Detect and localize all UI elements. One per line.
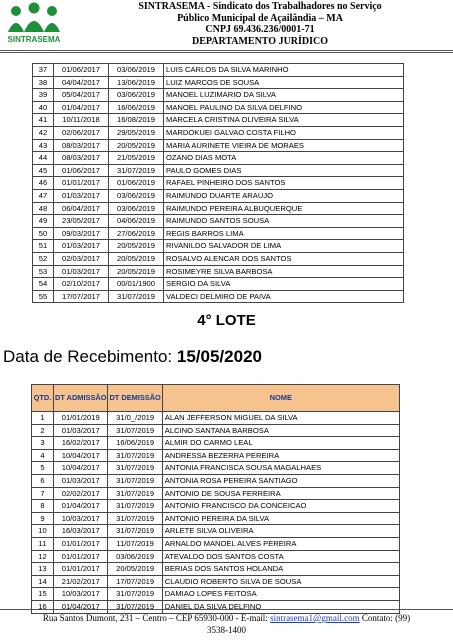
admission-date: 10/03/2017 (54, 588, 108, 601)
receipt-label: Data de Recebimento: (3, 347, 177, 366)
table-row (33, 215, 404, 228)
dismissal-date: 03/06/2019 (108, 550, 162, 563)
employee-name: ALCINO SANTANA BARBOSA (162, 424, 399, 437)
row-number: 42 (33, 126, 54, 139)
table-row (33, 114, 404, 127)
logo-text: SINTRASEMA (7, 35, 61, 44)
admission-date: 01/01/2019 (54, 412, 108, 425)
dismissal-date: 17/07/2019 (108, 575, 162, 588)
row-number: 40 (33, 101, 54, 114)
lot-title: 4° LOTE (197, 312, 256, 329)
col-qtd: QTD. (32, 385, 54, 412)
row-number: 3 (32, 437, 54, 450)
employee-name: MARIA AURINETE VIEIRA DE MORAES (164, 139, 404, 152)
admission-date: 01/04/2017 (54, 101, 109, 114)
dismissal-date: 31/07/2019 (108, 588, 162, 601)
employee-name: DANIEL DA SILVA DELFINO (162, 600, 399, 613)
admission-date: 08/03/2017 (54, 139, 109, 152)
row-number: 7 (32, 487, 54, 500)
admission-date: 01/03/2017 (54, 424, 108, 437)
admission-date: 02/03/2017 (54, 252, 109, 265)
dismissal-date: 31/07/2019 (108, 474, 162, 487)
table-row (32, 424, 400, 437)
dismissal-date: 16/06/2019 (109, 101, 164, 114)
dismissal-date: 03/06/2019 (109, 202, 164, 215)
employee-name: RIVANILDO SALVADOR DE LIMA (164, 240, 404, 253)
dismissal-date: 31/07/2019 (108, 525, 162, 538)
footer-address (0, 612, 453, 624)
admission-date: 16/02/2017 (54, 437, 108, 450)
table-row (32, 462, 400, 475)
admission-date: 01/06/2017 (54, 164, 109, 177)
admission-date: 10/04/2017 (54, 449, 108, 462)
footer-divider (0, 609, 453, 610)
admission-date: 04/04/2017 (54, 76, 109, 89)
employee-name: ANTONIO DE SOUSA FERREIRA (162, 487, 399, 500)
employee-name: ANTONIA ROSA PEREIRA SANTIAGO (162, 474, 399, 487)
dismissal-date: 31/07/2019 (108, 424, 162, 437)
col-demissao: DT DEMISSÃO (108, 385, 162, 412)
row-number: 10 (32, 525, 54, 538)
admission-date: 01/04/2017 (54, 500, 108, 513)
row-number: 8 (32, 500, 54, 513)
admission-date: 01/03/2017 (54, 240, 109, 253)
table-row (33, 89, 404, 102)
employee-name: MARDOKUEI GALVAO COSTA FILHO (164, 126, 404, 139)
admission-date: 02/06/2017 (54, 126, 109, 139)
admission-date: 01/01/2017 (54, 550, 108, 563)
table-row (33, 227, 404, 240)
dismissal-date: 03/06/2019 (109, 89, 164, 102)
table-row (33, 202, 404, 215)
dismissal-date: 31/0_/2019 (108, 412, 162, 425)
employee-name: REGIS BARROS LIMA (164, 227, 404, 240)
admission-date: 10/04/2017 (54, 462, 108, 475)
admission-date: 01/03/2017 (54, 189, 109, 202)
dismissal-date: 31/07/2019 (108, 600, 162, 613)
row-number: 2 (32, 424, 54, 437)
admission-date: 02/02/2017 (54, 487, 108, 500)
table-row (33, 152, 404, 165)
dismissal-date: 29/05/2019 (109, 126, 164, 139)
admission-date: 10/11/2018 (54, 114, 109, 127)
employee-name: ANTONIO PEREIRA DA SILVA (162, 512, 399, 525)
admission-date: 01/03/2017 (54, 474, 108, 487)
row-number: 39 (33, 89, 54, 102)
table-row (33, 278, 404, 291)
dismissal-date: 31/07/2019 (108, 462, 162, 475)
table-row (33, 64, 404, 77)
row-number: 15 (32, 588, 54, 601)
employee-name: ALMIR DO CARMO LEAL (162, 437, 399, 450)
table-header-row (32, 385, 400, 412)
dismissal-date: 31/07/2019 (109, 164, 164, 177)
employee-name: MANOEL LUZIMARIO DA SILVA (164, 89, 404, 102)
org-city: Público Municipal de Açailândia – MA (177, 12, 343, 24)
table-row (32, 474, 400, 487)
admission-date: 01/01/2017 (54, 537, 108, 550)
table-row (32, 537, 400, 550)
employee-name: OZANO DIAS MOTA (164, 152, 404, 165)
letterhead (0, 0, 453, 55)
employee-name: DAMIAO LOPES FEITOSA (162, 588, 399, 601)
dismissal-date: 31/07/2019 (108, 512, 162, 525)
table-row (32, 525, 400, 538)
footer-contact-text: Contato: (99) (359, 613, 411, 623)
admission-date: 21/02/2017 (54, 575, 108, 588)
admission-date: 08/03/2017 (54, 152, 109, 165)
employee-name: ANTONIO FRANCISCO DA CONCEICAO (162, 500, 399, 513)
admission-date: 17/07/2017 (54, 290, 109, 303)
employee-name: ATEVALDO DOS SANTOS COSTA (162, 550, 399, 563)
admission-date: 06/04/2017 (54, 202, 109, 215)
row-number: 52 (33, 252, 54, 265)
employee-name: MARCELA CRISTINA OLIVEIRA SILVA (164, 114, 404, 127)
dismissal-date: 20/05/2019 (109, 265, 164, 278)
employee-name: LUIS CARLOS DA SILVA MARINHO (164, 64, 404, 77)
table-row (32, 550, 400, 563)
table-row (33, 139, 404, 152)
col-nome: NOME (162, 385, 399, 412)
row-number: 55 (33, 290, 54, 303)
header-divider-2 (0, 52, 453, 53)
dismissal-date: 31/07/2019 (108, 487, 162, 500)
dismissal-date: 20/05/2019 (108, 563, 162, 576)
org-name: SINTRASEMA - Sindicato dos Trabalhadores no Serviço (138, 1, 382, 12)
dismissal-date: 20/05/2019 (109, 252, 164, 265)
admission-date: 02/10/2017 (54, 278, 109, 291)
employee-name: ROSIMEYRE SILVA BARBOSA (164, 265, 404, 278)
row-number: 51 (33, 240, 54, 253)
dismissal-date: 04/06/2019 (109, 215, 164, 228)
table-row (32, 412, 400, 425)
footer-phone: 3538-1400 (207, 625, 246, 635)
row-number: 5 (32, 462, 54, 475)
row-number: 48 (33, 202, 54, 215)
row-number: 44 (33, 152, 54, 165)
footer-address-text: Rua Santos Dumont, 231 – Centro – CEP 65930-000 - E-mail: (42, 613, 271, 623)
employee-name: ARNALDO MANOEL ALVES PEREIRA (162, 537, 399, 550)
table-row (33, 126, 404, 139)
employee-name: ARLETE SILVA OLIVEIRA (162, 525, 399, 538)
admission-date: 01/04/2017 (54, 600, 108, 613)
dismissal-date: 16/08/2019 (109, 114, 164, 127)
sintrasema-logo (4, 2, 64, 46)
table-row (32, 575, 400, 588)
table-row (33, 290, 404, 303)
row-number: 53 (33, 265, 54, 278)
dismissal-date: 31/07/2019 (108, 449, 162, 462)
dismissal-date: 27/06/2019 (109, 227, 164, 240)
employee-table-lot4 (31, 384, 400, 614)
org-department: DEPARTAMENTO JURÍDICO (191, 35, 329, 47)
dismissal-date: 20/05/2019 (109, 240, 164, 253)
row-number: 4 (32, 449, 54, 462)
row-number: 37 (33, 64, 54, 77)
admission-date: 01/01/2017 (54, 563, 108, 576)
footer (0, 612, 453, 636)
row-number: 9 (32, 512, 54, 525)
row-number: 11 (32, 537, 54, 550)
table-row (32, 588, 400, 601)
employee-name: VALDECI DELMIRO DE PAIVA (164, 290, 404, 303)
employee-name: ANTONIA FRANCISCA SOUSA MAGALHAES (162, 462, 399, 475)
table-row (33, 164, 404, 177)
dismissal-date: 03/06/2019 (109, 64, 164, 77)
employee-name: LUIZ MARCOS DE SOUSA (164, 76, 404, 89)
row-number: 41 (33, 114, 54, 127)
dismissal-date: 21/05/2019 (109, 152, 164, 165)
employee-name: SERGIO DA SILVA (164, 278, 404, 291)
table-row (32, 487, 400, 500)
dismissal-date: 31/07/2019 (108, 500, 162, 513)
receipt-value: 15/05/2020 (176, 347, 262, 366)
admission-date: 10/03/2017 (54, 512, 108, 525)
table-row (32, 500, 400, 513)
row-number: 46 (33, 177, 54, 190)
receipt-date (3, 347, 262, 367)
admission-date: 01/03/2017 (54, 265, 109, 278)
dismissal-date: 11/07/2019 (108, 537, 162, 550)
employee-name: MANOEL PAULINO DA SILVA DELFINO (164, 101, 404, 114)
employee-name: ROSALVO ALENCAR DOS SANTOS (164, 252, 404, 265)
employee-name: RAIMUNDO SANTOS SOUSA (164, 215, 404, 228)
admission-date: 09/03/2017 (54, 227, 109, 240)
employee-name: RAFAEL PINHEIRO DOS SANTOS (164, 177, 404, 190)
row-number: 50 (33, 227, 54, 240)
employee-name: ALAN JEFFERSON MIGUEL DA SILVA (162, 412, 399, 425)
row-number: 47 (33, 189, 54, 202)
admission-date: 01/01/2017 (54, 177, 109, 190)
dismissal-date: 20/05/2019 (109, 139, 164, 152)
table-row (32, 449, 400, 462)
dismissal-date: 31/07/2019 (109, 290, 164, 303)
table-row (33, 252, 404, 265)
employee-name: RAIMUNDO DUARTE ARAUJO (164, 189, 404, 202)
table-row (32, 437, 400, 450)
row-number: 54 (33, 278, 54, 291)
row-number: 43 (33, 139, 54, 152)
row-number: 38 (33, 76, 54, 89)
employee-table-lot3 (32, 63, 404, 303)
admission-date: 01/06/2017 (54, 64, 109, 77)
dismissal-date: 13/06/2019 (109, 76, 164, 89)
table-row (33, 101, 404, 114)
row-number: 13 (32, 563, 54, 576)
row-number: 1 (32, 412, 54, 425)
row-number: 16 (32, 600, 54, 613)
col-admissao: DT ADMISSÃO (54, 385, 108, 412)
table-row (33, 240, 404, 253)
row-number: 14 (32, 575, 54, 588)
employee-name: RAIMUNDO PEREIRA ALBUQUERQUE (164, 202, 404, 215)
row-number: 6 (32, 474, 54, 487)
header-divider (0, 50, 453, 51)
admission-date: 05/04/2017 (54, 89, 109, 102)
employee-name: PAULO GOMES DIAS (164, 164, 404, 177)
row-number: 12 (32, 550, 54, 563)
dismissal-date: 00/01/1900 (109, 278, 164, 291)
table-row (33, 189, 404, 202)
row-number: 45 (33, 164, 54, 177)
dismissal-date: 03/06/2019 (109, 189, 164, 202)
table-row (32, 563, 400, 576)
employee-name: BERIAS DOS SANTOS HOLANDA (162, 563, 399, 576)
employee-name: ANDRESSA BEZERRA PEREIRA (162, 449, 399, 462)
table-row (33, 265, 404, 278)
table-row (33, 76, 404, 89)
footer-email-link[interactable]: sintrasema1@gmail.com (270, 613, 360, 623)
dismissal-date: 01/06/2019 (109, 177, 164, 190)
admission-date: 23/05/2017 (54, 215, 109, 228)
row-number: 49 (33, 215, 54, 228)
employee-name: CLAUDIO ROBERTO SILVA DE SOUSA (162, 575, 399, 588)
org-cnpj: CNPJ 69.436.236/0001-71 (205, 24, 315, 35)
dismissal-date: 16/06/2019 (108, 437, 162, 450)
admission-date: 16/03/2017 (54, 525, 108, 538)
org-info (70, 1, 450, 47)
table-row (32, 512, 400, 525)
table-row (33, 177, 404, 190)
